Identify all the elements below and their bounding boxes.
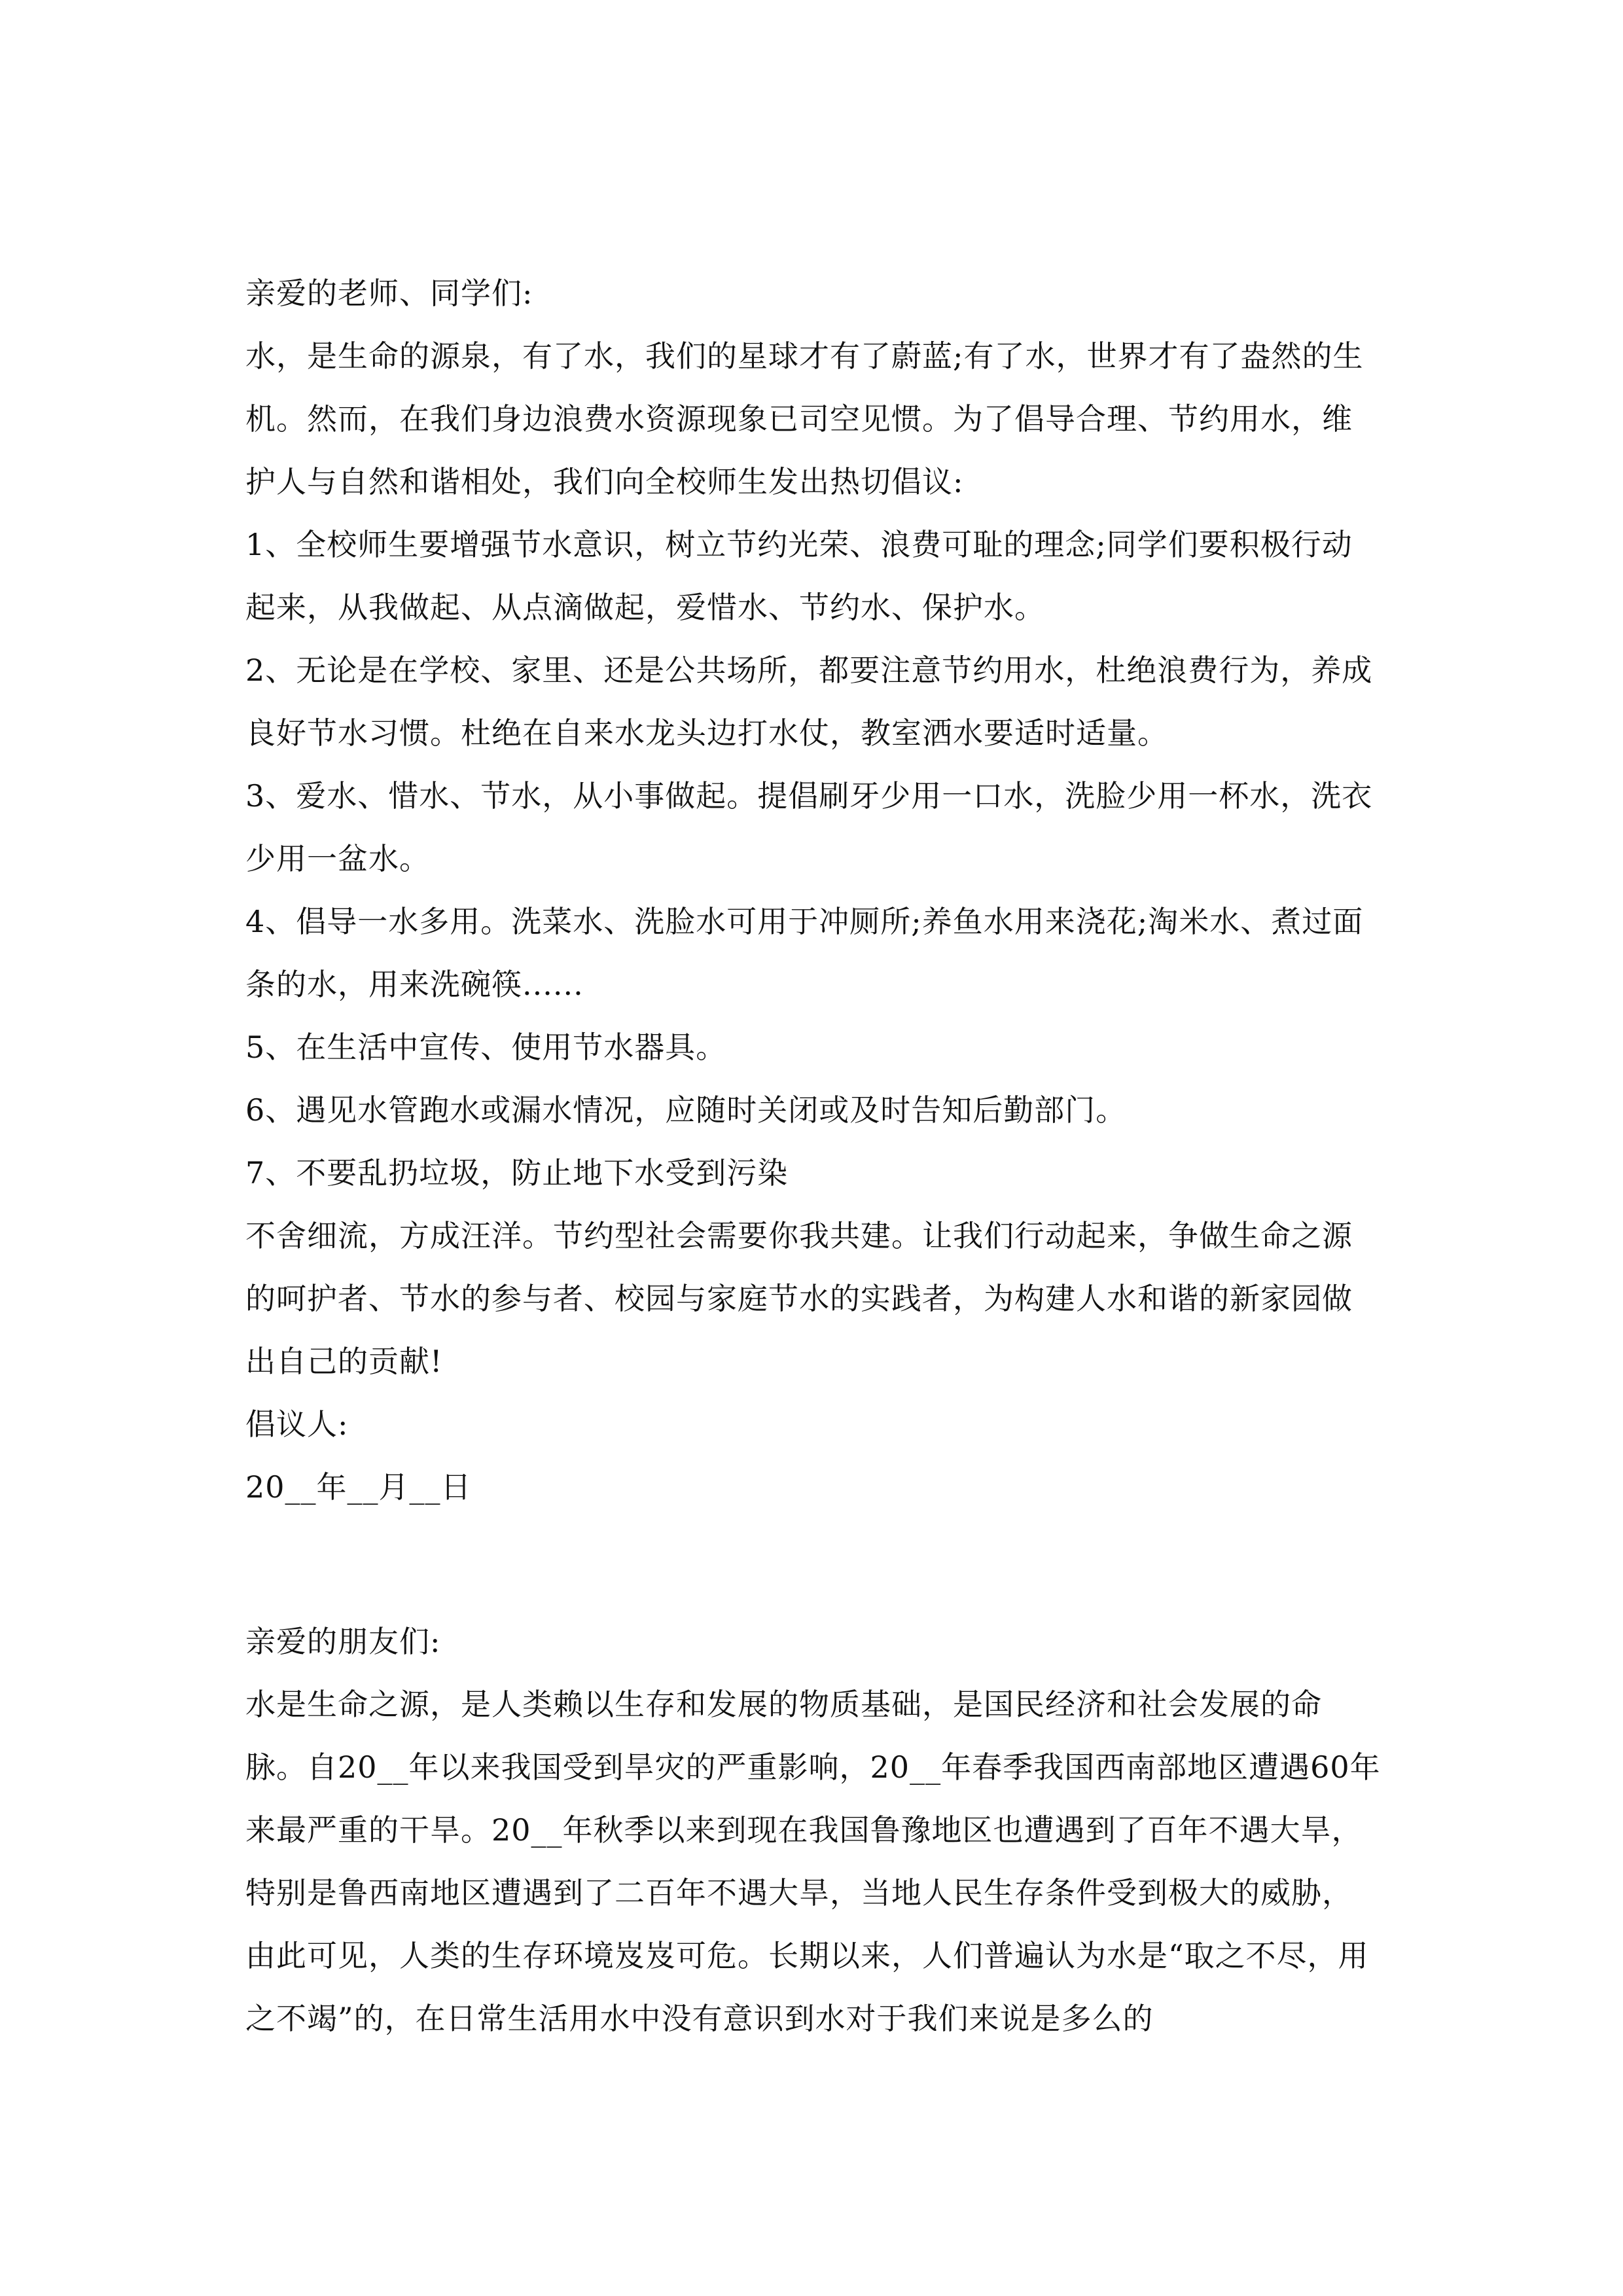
letter1-item-4: 4、倡导一水多用。洗菜水、洗脸水可用于冲厕所;养鱼水用来浇花;淘米水、煮过面条的水，用来洗碗筷...... [245, 904, 1364, 1002]
letter1-item-6: 6、遇见水管跑水或漏水情况，应随时关闭或及时告知后勤部门。 [245, 1092, 1127, 1128]
letter1-item-7: 7、不要乱扔垃圾，防止地下水受到污染 [245, 1155, 789, 1191]
letter1-item-2: 2、无论是在学校、家里、还是公共场所，都要注意节约用水，杜绝浪费行为，养成良好节水习惯。杜绝在自来水龙头边打水仗，教室洒水要适时适量。 [245, 653, 1373, 751]
letter1-greeting: 亲爱的老师、同学们: [245, 276, 533, 311]
letter1-intro: 水，是生命的源泉，有了水，我们的星球才有了蔚蓝;有了水，世界才有了盎然的生机。然而，在我们身边浪费水资源现象已司空见惯。为了倡导合理、节约用水，维护人与自然和谐相处，我们向全校师生发出热切倡议: [245, 338, 1364, 499]
letter2-greeting: 亲爱的朋友们: [245, 1624, 441, 1659]
letter1-closing: 不舍细流，方成汪洋。节约型社会需要你我共建。让我们行动起来，争做生命之源的呵护者、节水的参与者、校园与家庭节水的实践者，为构建人水和谐的新家园做出自己的贡献! [245, 1218, 1353, 1379]
letter1-item-5: 5、在生活中宣传、使用节水器具。 [245, 1030, 727, 1065]
document-page [245, 262, 1381, 2050]
letter1-signer: 倡议人: [245, 1407, 349, 1442]
section-spacer [245, 1518, 1381, 1610]
letter1-item-1: 1、全校师生要增强节水意识，树立节约光荣、浪费可耻的理念;同学们要积极行动起来，从我做起、从点滴做起，爱惜水、节约水、保护水。 [245, 527, 1353, 625]
letter2-body: 水是生命之源，是人类赖以生存和发展的物质基础，是国民经济和社会发展的命脉。自20__年以来我国受到旱灾的严重影响，20__年春季我国西南部地区遭遇60年来最严重的干旱。20__年秋季以来到现在我国鲁豫地区也遭遇到了百年不遇大旱，特别是鲁西南地区遭遇到了二百年不遇大旱，当地人民生存条件受到极大的威胁，由此可见，人类的生存环境岌岌可危。长期以来，人们普遍认为水是“取之不尽，用之不竭”的，在日常生活用水中没有意识到水对于我们来说是多么的 [245, 1687, 1381, 2036]
letter1-date: 20__年__月__日 [245, 1469, 472, 1505]
letter1-item-3: 3、爱水、惜水、节水，从小事做起。提倡刷牙少用一口水，洗脸少用一杯水，洗衣少用一盆水。 [245, 778, 1373, 876]
